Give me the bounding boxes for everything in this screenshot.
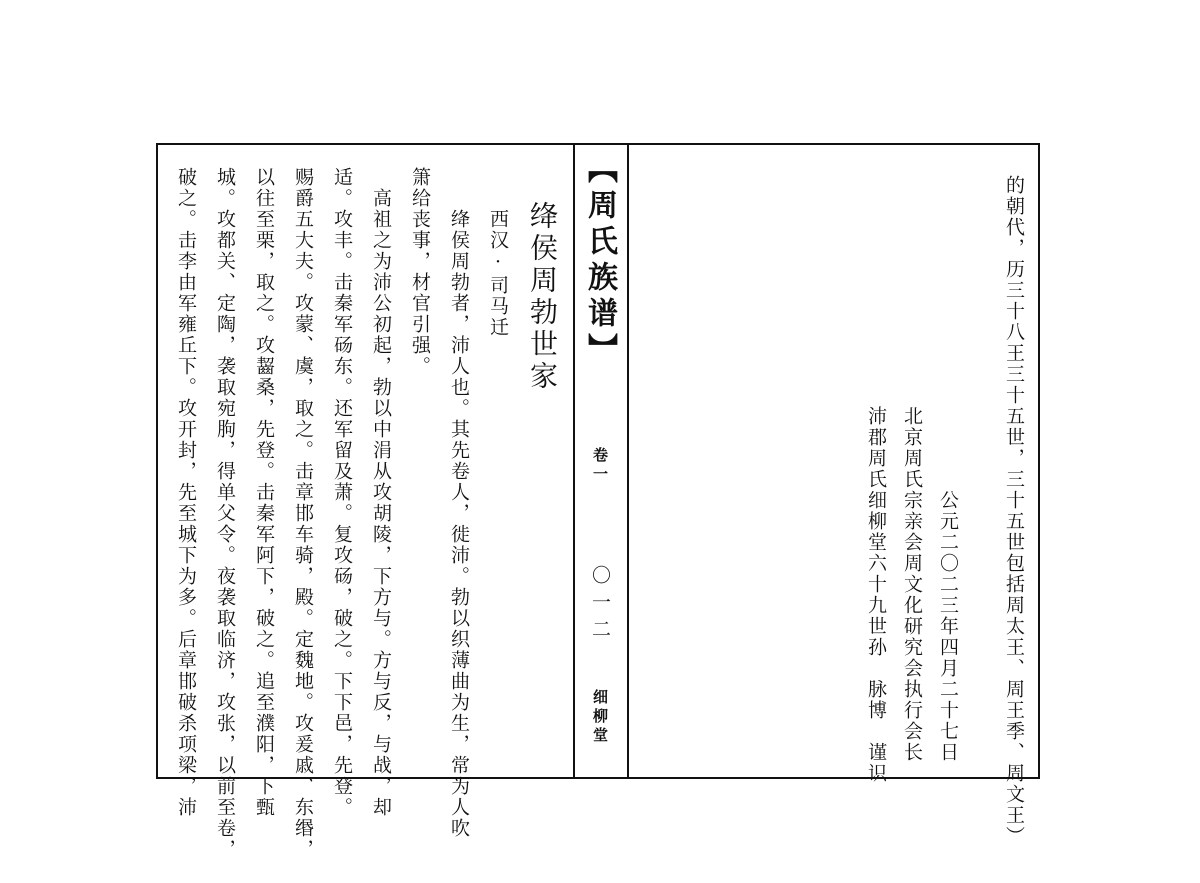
book-spread (156, 143, 1040, 860)
text-column: 箫给丧事，材官引强。 (409, 167, 431, 377)
article-author: 西汉·司马迁 (487, 209, 509, 338)
text-column: 赐爵五大夫。攻蒙、虞，取之。击章邯车骑，殿。定魏地。攻爰戚、东缗， (292, 167, 314, 860)
spine-hall-name: 细柳堂 (591, 689, 609, 746)
spine-left-border (573, 145, 575, 777)
spine-right-border (627, 145, 629, 777)
spine-page-number: 〇一二 (589, 565, 611, 646)
article-title: 绛侯周勃世家 (526, 201, 559, 393)
spine-title: 【周氏族谱】 (582, 153, 617, 369)
text-column: 绛侯周勃者，沛人也。其先卷人，徙沛。勃以织薄曲为生，常为人吹 (448, 209, 470, 839)
text-column: 适。攻丰。击秦军砀东。还军留及萧。复攻砀，破之。下下邑，先登。 (331, 167, 353, 818)
spine-volume: 卷一 (591, 447, 609, 485)
signature-name: 沛郡周氏细柳堂六十九世孙 脉博 谨识 (865, 175, 887, 784)
signature-date: 公元二〇二三年四月二十七日 (937, 175, 959, 763)
text-column: 高祖之为沛公初起，勃以中涓从攻胡陵，下方与。方与反，与战，却 (370, 167, 392, 818)
text-column: 破之。击李由军雍丘下。攻开封，先至城下为多。后章邯破杀项梁，沛 (175, 167, 197, 818)
preface-closing-text: 的朝代，历三十八王三十五世，三十五世包括周太王、周王季、周文王） (1003, 175, 1025, 847)
text-column: 城。攻都关、定陶，袭取宛朐，得单父令。夜袭取临济，攻张，以前至卷， (214, 167, 236, 860)
text-column: 以往至栗，取之。攻齧桑，先登。击秦军阿下，破之。追至濮阳，下甄 (253, 167, 275, 818)
signature-organization: 北京周氏宗亲会周文化研究会执行会长 (901, 175, 923, 763)
